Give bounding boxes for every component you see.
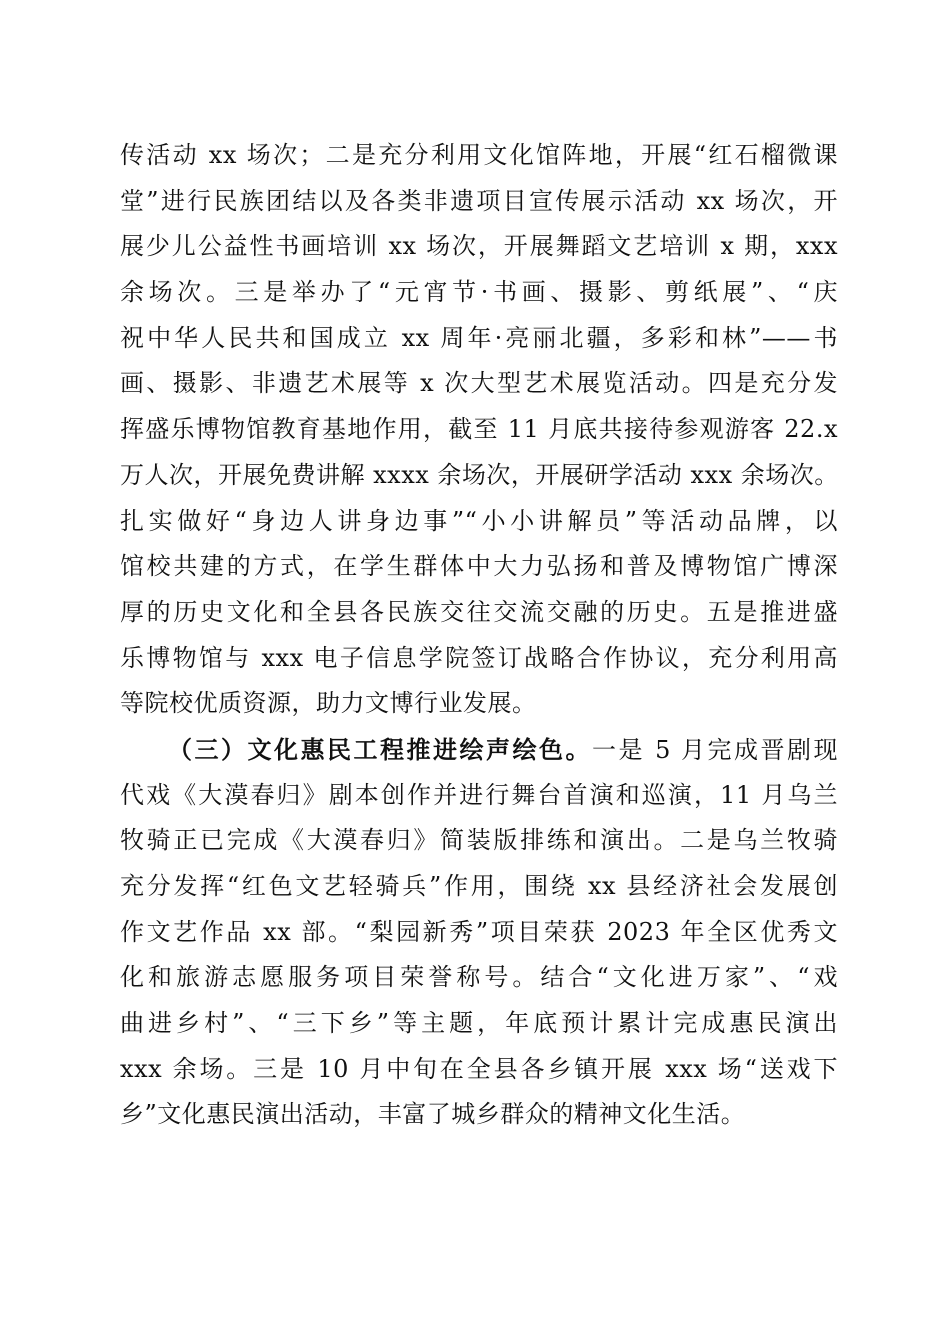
- paragraph-1: [120, 133, 838, 727]
- text-line: 堂”进行民族团结以及各类非遗项目宣传展示活动 xx 场次，开: [120, 186, 838, 215]
- text-line: 厚的历史文化和全县各民族交往交流交融的历史。五是推进盛: [120, 597, 838, 626]
- heading-continuation: 一是 5 月完成晋剧现: [591, 735, 838, 764]
- text-line: 化和旅游志愿服务项目荣誉称号。结合“文化进万家”、“戏: [120, 963, 838, 992]
- text-line: 代戏《大漠春归》剧本创作并进行舞台首演和巡演，11 月乌兰: [120, 780, 838, 809]
- text-line: 乐博物馆与 xxx 电子信息学院签订战略合作协议，充分利用高: [120, 643, 838, 672]
- text-line: [120, 727, 838, 773]
- document-body: [120, 133, 838, 1138]
- text-line: 曲进乡村”、“三下乡”等主题，年底预计累计完成惠民演出: [120, 1009, 838, 1038]
- paragraph-2: [120, 727, 838, 1138]
- text-line: 牧骑正已完成《大漠春归》简装版排练和演出。二是乌兰牧骑: [120, 826, 838, 855]
- text-line: 余场次。三是举办了“元宵节·书画、摄影、剪纸展”、“庆: [120, 278, 838, 307]
- text-line: 展少儿公益性书画培训 xx 场次，开展舞蹈文艺培训 x 期，xxx: [120, 232, 838, 261]
- text-line: xxx 余场。三是 10 月中旬在全县各乡镇开展 xxx 场“送戏下: [120, 1054, 838, 1083]
- text-line: 祝中华人民共和国成立 xx 周年·亮丽北疆，多彩和林”——书: [120, 323, 838, 352]
- section-heading: （三）文化惠民工程推进绘声绘色。: [168, 734, 592, 764]
- text-line: 万人次，开展免费讲解 xxxx 余场次，开展研学活动 xxx 余场次。: [120, 460, 839, 489]
- text-line: 传活动 xx 场次；二是充分利用文化馆阵地，开展“红石榴微课: [120, 141, 838, 169]
- text-line: 乡”文化惠民演出活动，丰富了城乡群众的精神文化生活。: [120, 1100, 746, 1129]
- text-line: 画、摄影、非遗艺术展等 x 次大型艺术展览活动。四是充分发: [120, 369, 838, 398]
- text-line: 作文艺作品 xx 部。“梨园新秀”项目荣获 2023 年全区优秀文: [120, 917, 838, 946]
- text-line: 馆校共建的方式，在学生群体中大力弘扬和普及博物馆广博深: [120, 552, 838, 581]
- text-line: 充分发挥“红色文艺轻骑兵”作用，围绕 xx 县经济社会发展创: [120, 872, 838, 900]
- text-line: 等院校优质资源，助力文博行业发展。: [120, 689, 537, 718]
- text-line: 扎实做好“身边人讲身边事”“小小讲解员”等活动品牌，以: [120, 506, 838, 535]
- text-line: 挥盛乐博物馆教育基地作用，截至 11 月底共接待参观游客 22.x: [120, 415, 838, 444]
